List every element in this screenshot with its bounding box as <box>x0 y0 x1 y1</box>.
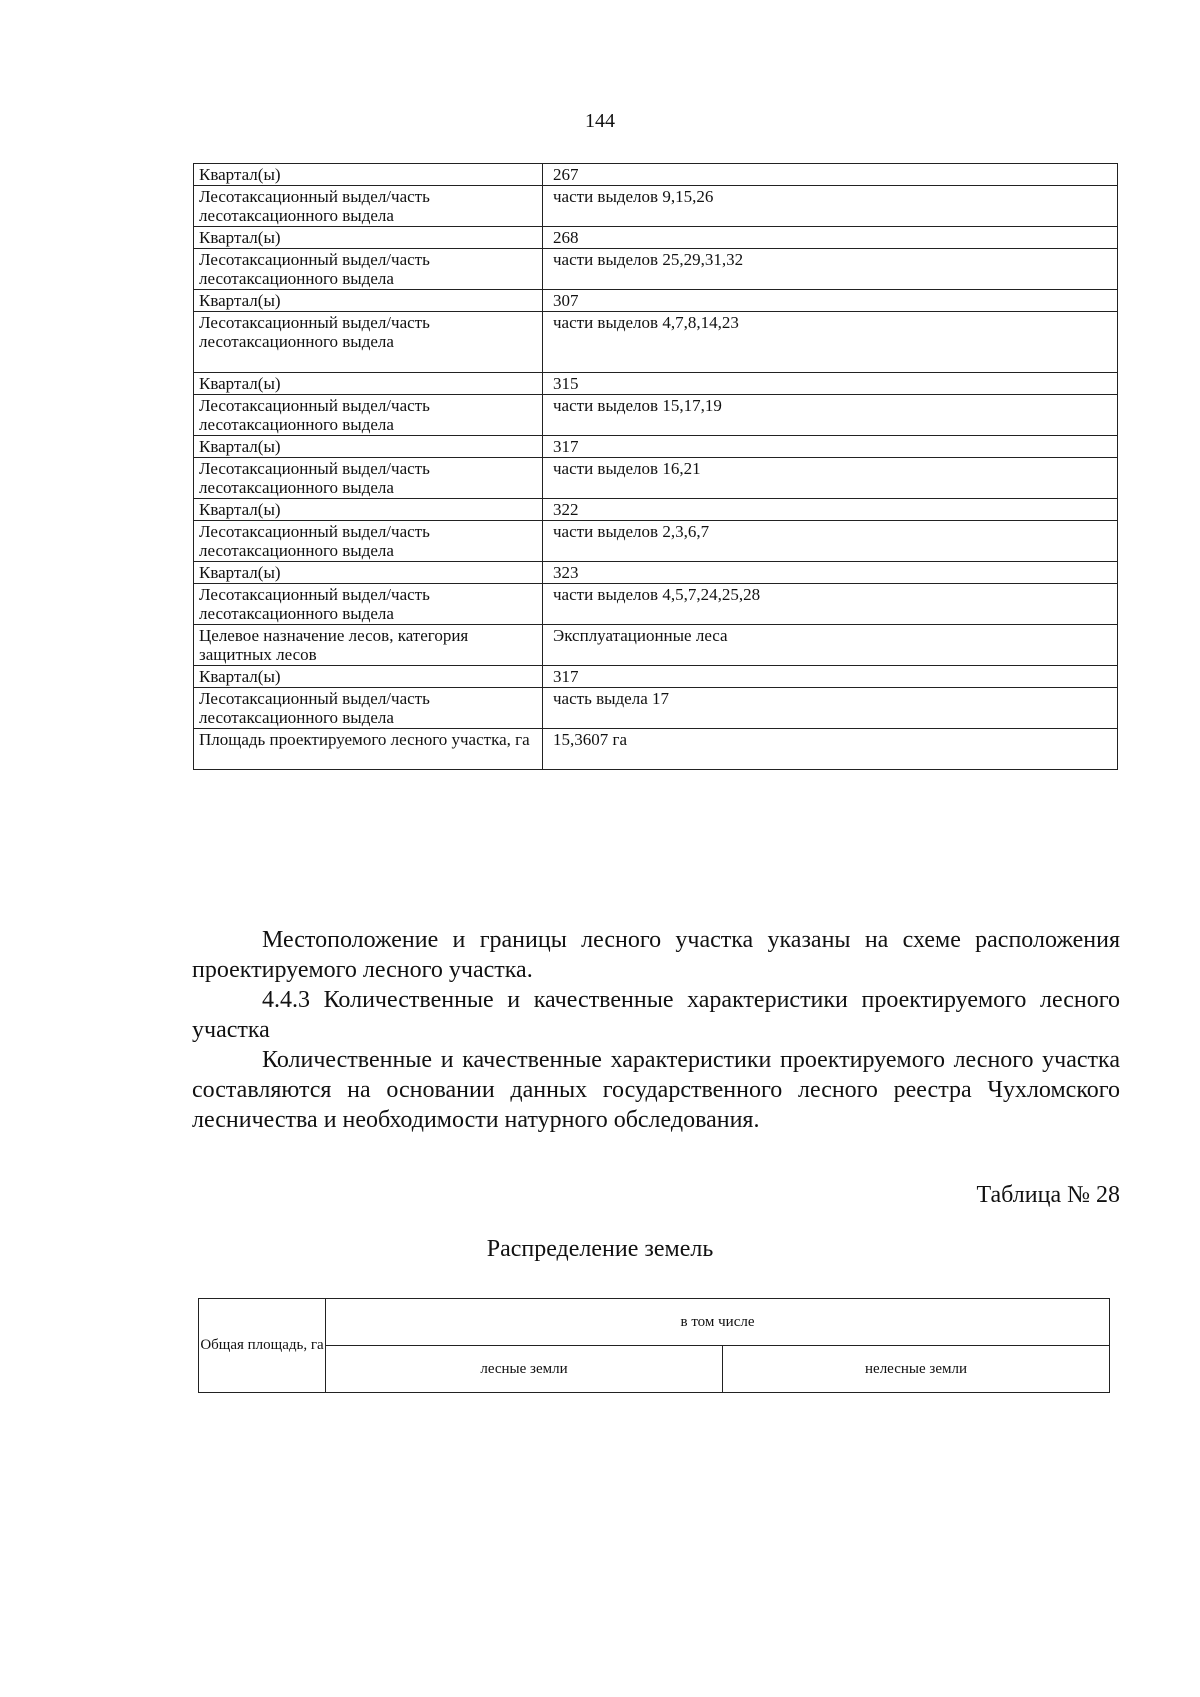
paragraph-location: Местоположение и границы лесного участка указаны на схеме расположения проектируемого лесного участка. <box>192 927 1120 983</box>
row-value: 323 <box>543 562 1118 584</box>
header-total-area: Общая площадь, га <box>199 1299 326 1393</box>
row-value: 15,3607 га <box>543 729 1118 770</box>
table-number: Таблица № 28 <box>976 1182 1120 1208</box>
table-row <box>194 373 1118 395</box>
row-label: Целевое назначение лесов, категория защитных лесов <box>194 625 543 666</box>
row-label: Квартал(ы) <box>194 227 543 249</box>
row-label: Квартал(ы) <box>194 290 543 312</box>
row-value: 267 <box>543 164 1118 186</box>
row-label: Квартал(ы) <box>194 499 543 521</box>
table-row <box>194 290 1118 312</box>
table-row <box>194 436 1118 458</box>
table-row <box>194 186 1118 227</box>
row-label: Лесотаксационный выдел/часть лесотаксационного выдела <box>194 584 543 625</box>
row-value: Эксплуатационные леса <box>543 625 1118 666</box>
header-forest-lands: лесные земли <box>326 1346 723 1393</box>
table-row <box>194 666 1118 688</box>
table-row <box>194 688 1118 729</box>
row-value: 322 <box>543 499 1118 521</box>
paragraph-characteristics: Количественные и качественные характеристики проектируемого лесного участка составляются на основании данных государственного лесного реестра Чухломского лесничества и необходимости натурного обследования. <box>192 1047 1120 1133</box>
row-label: Квартал(ы) <box>194 436 543 458</box>
row-label: Лесотаксационный выдел/часть лесотаксационного выдела <box>194 312 543 373</box>
row-value: части выделов 9,15,26 <box>543 186 1118 227</box>
row-value: части выделов 16,21 <box>543 458 1118 499</box>
forest-plot-table <box>193 163 1118 770</box>
row-value: 317 <box>543 436 1118 458</box>
header-including: в том числе <box>326 1299 1110 1346</box>
land-distribution-table <box>198 1298 1110 1393</box>
row-label: Лесотаксационный выдел/часть лесотаксационного выдела <box>194 688 543 729</box>
row-value: части выделов 15,17,19 <box>543 395 1118 436</box>
table-row <box>194 164 1118 186</box>
row-label: Квартал(ы) <box>194 373 543 395</box>
table-row <box>194 521 1118 562</box>
row-value: 268 <box>543 227 1118 249</box>
row-label: Лесотаксационный выдел/часть лесотаксационного выдела <box>194 395 543 436</box>
page-number: 144 <box>585 110 615 132</box>
table-row <box>194 227 1118 249</box>
row-value: 315 <box>543 373 1118 395</box>
table-row <box>194 729 1118 770</box>
row-label: Лесотаксационный выдел/часть лесотаксационного выдела <box>194 249 543 290</box>
row-label: Лесотаксационный выдел/часть лесотаксационного выдела <box>194 186 543 227</box>
row-value: часть выдела 17 <box>543 688 1118 729</box>
table-row <box>194 584 1118 625</box>
table-title: Распределение земель <box>486 1236 714 1262</box>
section-heading-4-4-3: 4.4.3 Количественные и качественные характеристики проектируемого лесного участка <box>192 987 1120 1043</box>
row-value: части выделов 4,7,8,14,23 <box>543 312 1118 373</box>
row-label: Лесотаксационный выдел/часть лесотаксационного выдела <box>194 521 543 562</box>
row-label: Квартал(ы) <box>194 562 543 584</box>
header-nonforest-lands: нелесные земли <box>723 1346 1110 1393</box>
row-value: 307 <box>543 290 1118 312</box>
row-value: части выделов 25,29,31,32 <box>543 249 1118 290</box>
row-value: части выделов 4,5,7,24,25,28 <box>543 584 1118 625</box>
table-row <box>194 312 1118 373</box>
row-value: части выделов 2,3,6,7 <box>543 521 1118 562</box>
row-label: Лесотаксационный выдел/часть лесотаксационного выдела <box>194 458 543 499</box>
row-label: Площадь проектируемого лесного участка, га <box>194 729 543 770</box>
table-row <box>194 562 1118 584</box>
table-row <box>194 458 1118 499</box>
row-label: Квартал(ы) <box>194 666 543 688</box>
table-row <box>194 625 1118 666</box>
table-row <box>194 395 1118 436</box>
table-row <box>194 499 1118 521</box>
table-row <box>194 249 1118 290</box>
row-value: 317 <box>543 666 1118 688</box>
row-label: Квартал(ы) <box>194 164 543 186</box>
